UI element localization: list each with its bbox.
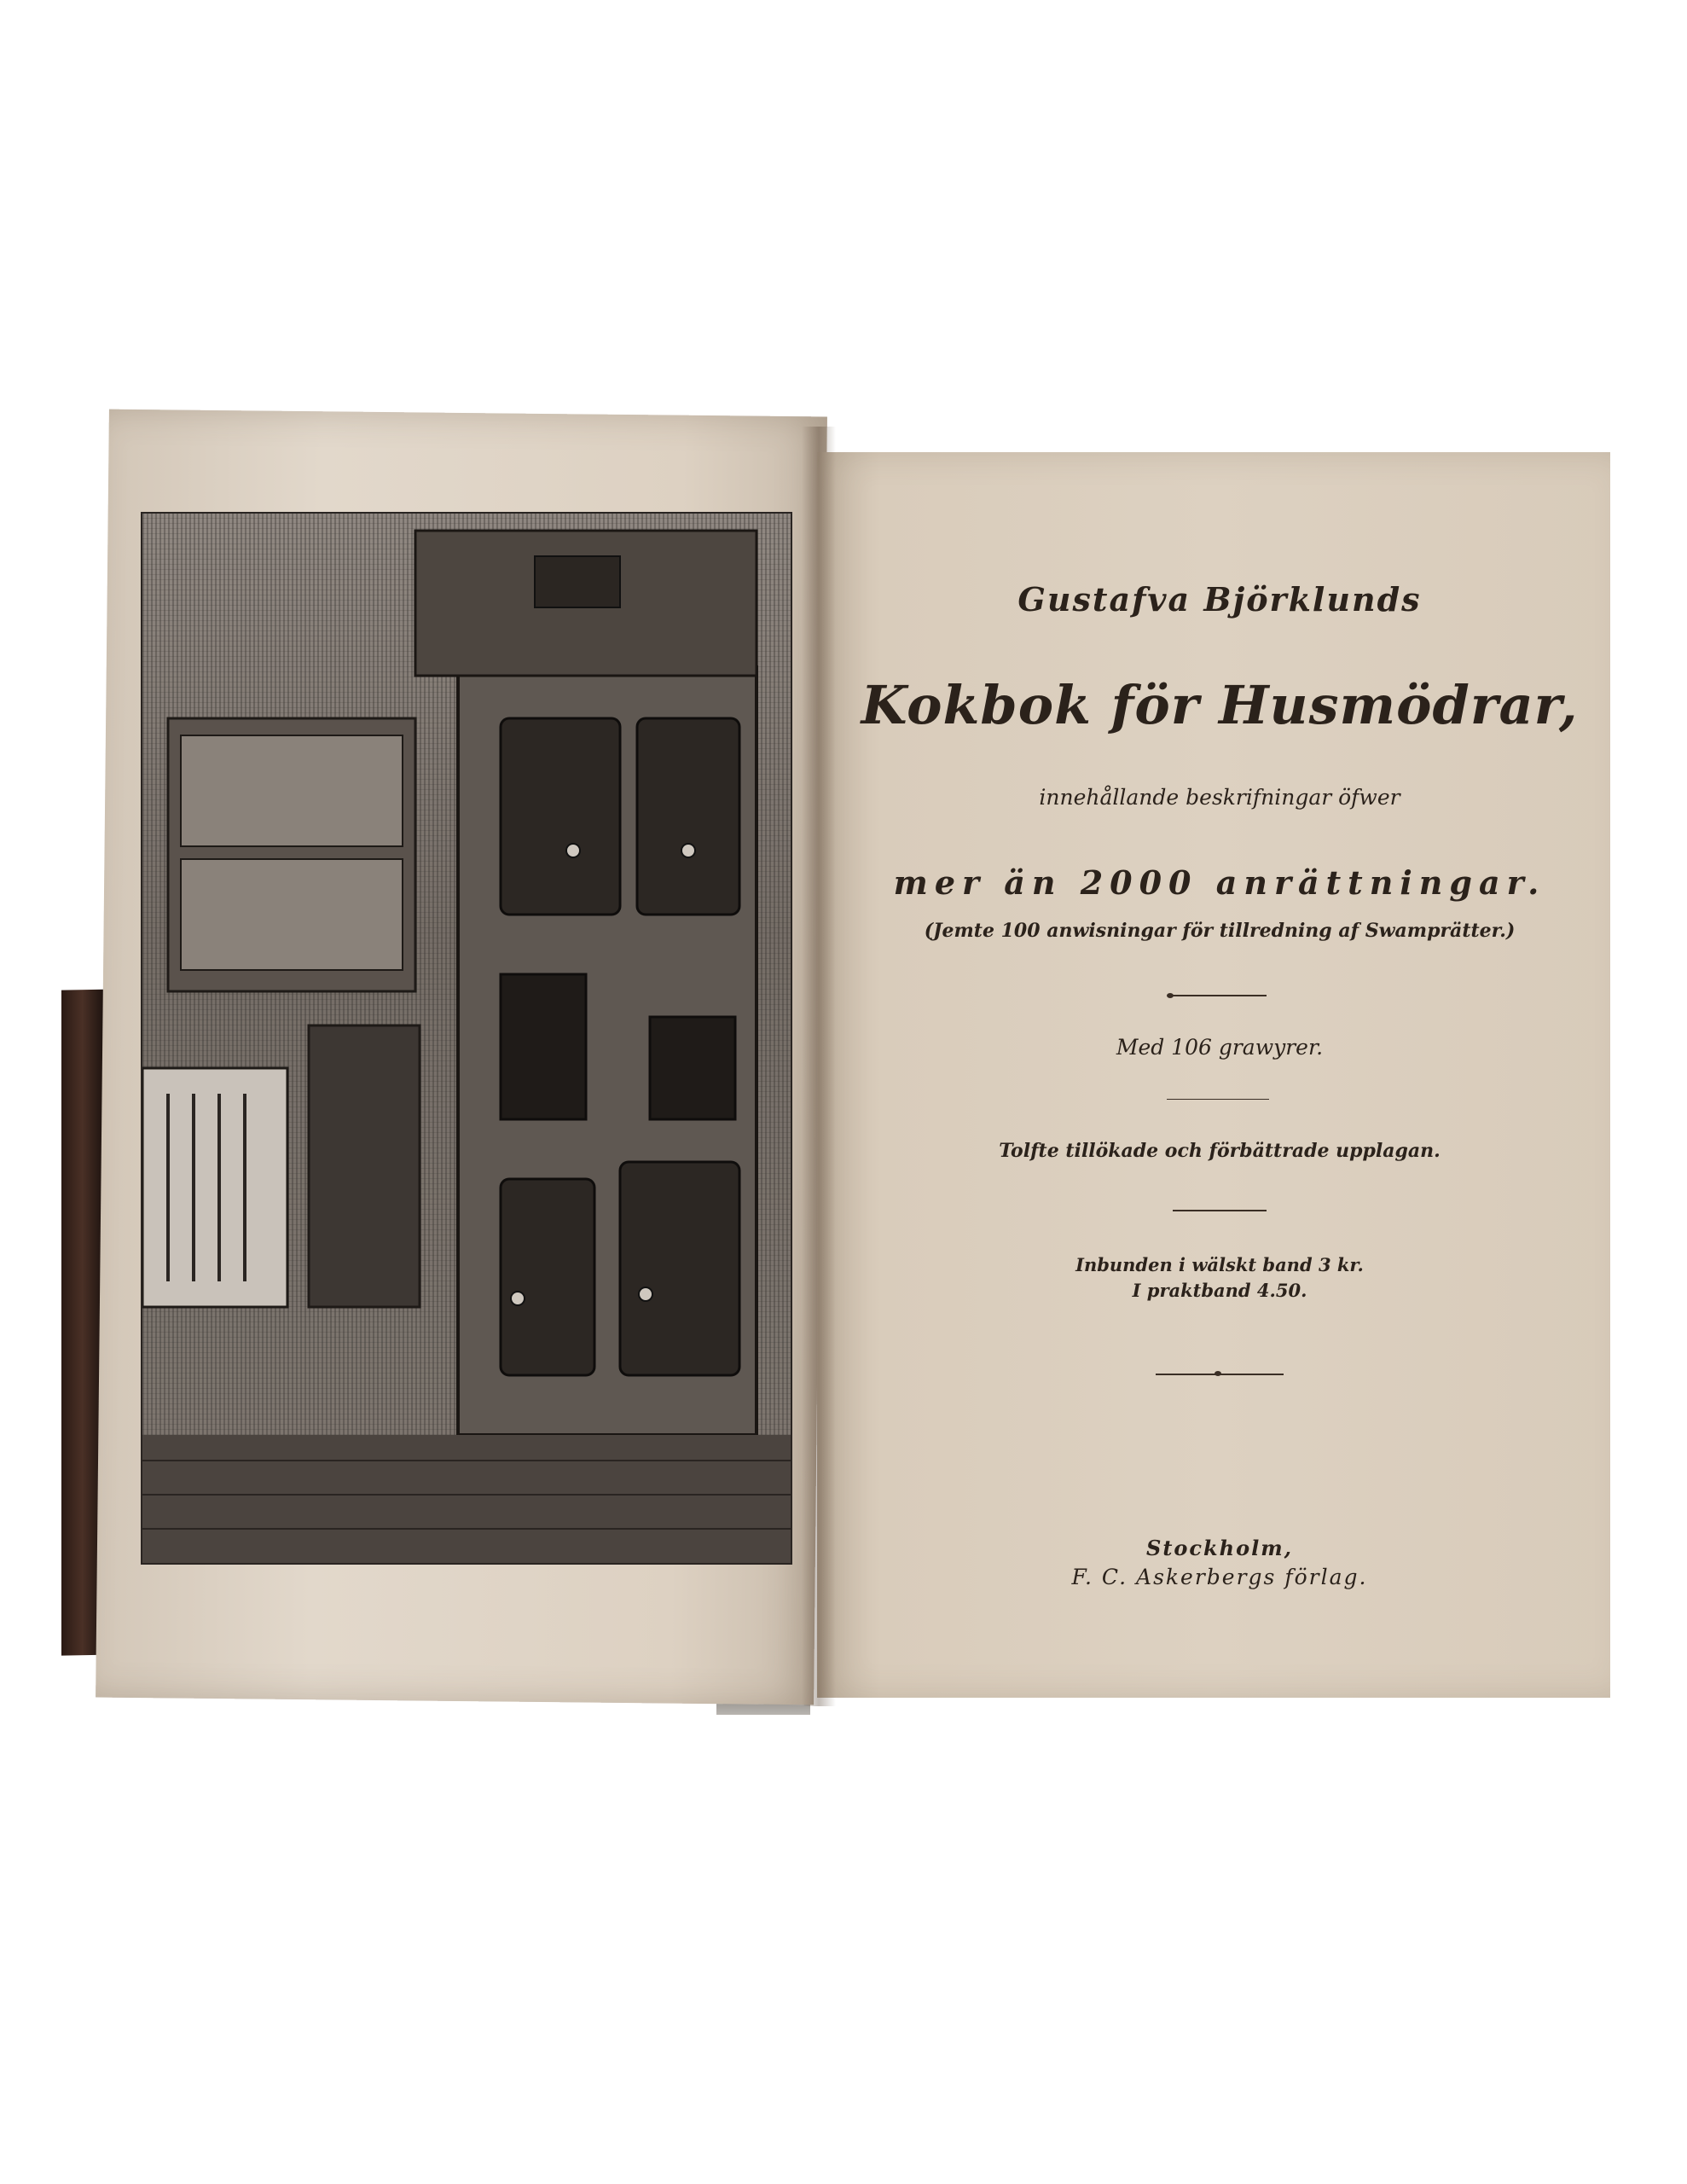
engravings-line: Med 106 grawyrer. <box>1116 1035 1324 1060</box>
publisher-line: F. C. Askerbergs förlag. <box>1071 1565 1368 1589</box>
divider-rule <box>1167 1099 1269 1100</box>
recipe-count-line: mer än 2000 anrättningar. <box>893 863 1546 902</box>
subtitle-line-1: innehållande beskrifningar öfwer <box>1039 785 1400 810</box>
price-deluxe-line: I praktband 4.50. <box>1132 1280 1307 1301</box>
divider-rule <box>1173 995 1267 996</box>
book-gutter <box>802 427 836 1706</box>
book-title: Kokbok för Husmödrar, <box>861 674 1579 736</box>
author-line: Gustafva Björklunds <box>1017 580 1422 619</box>
subtitle-line-2: (Jemte 100 anwisningar för tillredning af Swamprätter.) <box>924 920 1516 942</box>
frontispiece-engraving <box>141 512 792 1565</box>
publication-city: Stockholm, <box>1146 1536 1293 1560</box>
right-page <box>817 452 1610 1698</box>
edition-line: Tolfte tillökade och förbättrade upplagan. <box>999 1140 1441 1162</box>
ornament-dot <box>1215 1371 1221 1376</box>
price-bound-line: Inbunden i wälskt band 3 kr. <box>1075 1254 1364 1275</box>
divider-rule <box>1173 1210 1267 1211</box>
stove-illustration <box>142 514 791 1563</box>
